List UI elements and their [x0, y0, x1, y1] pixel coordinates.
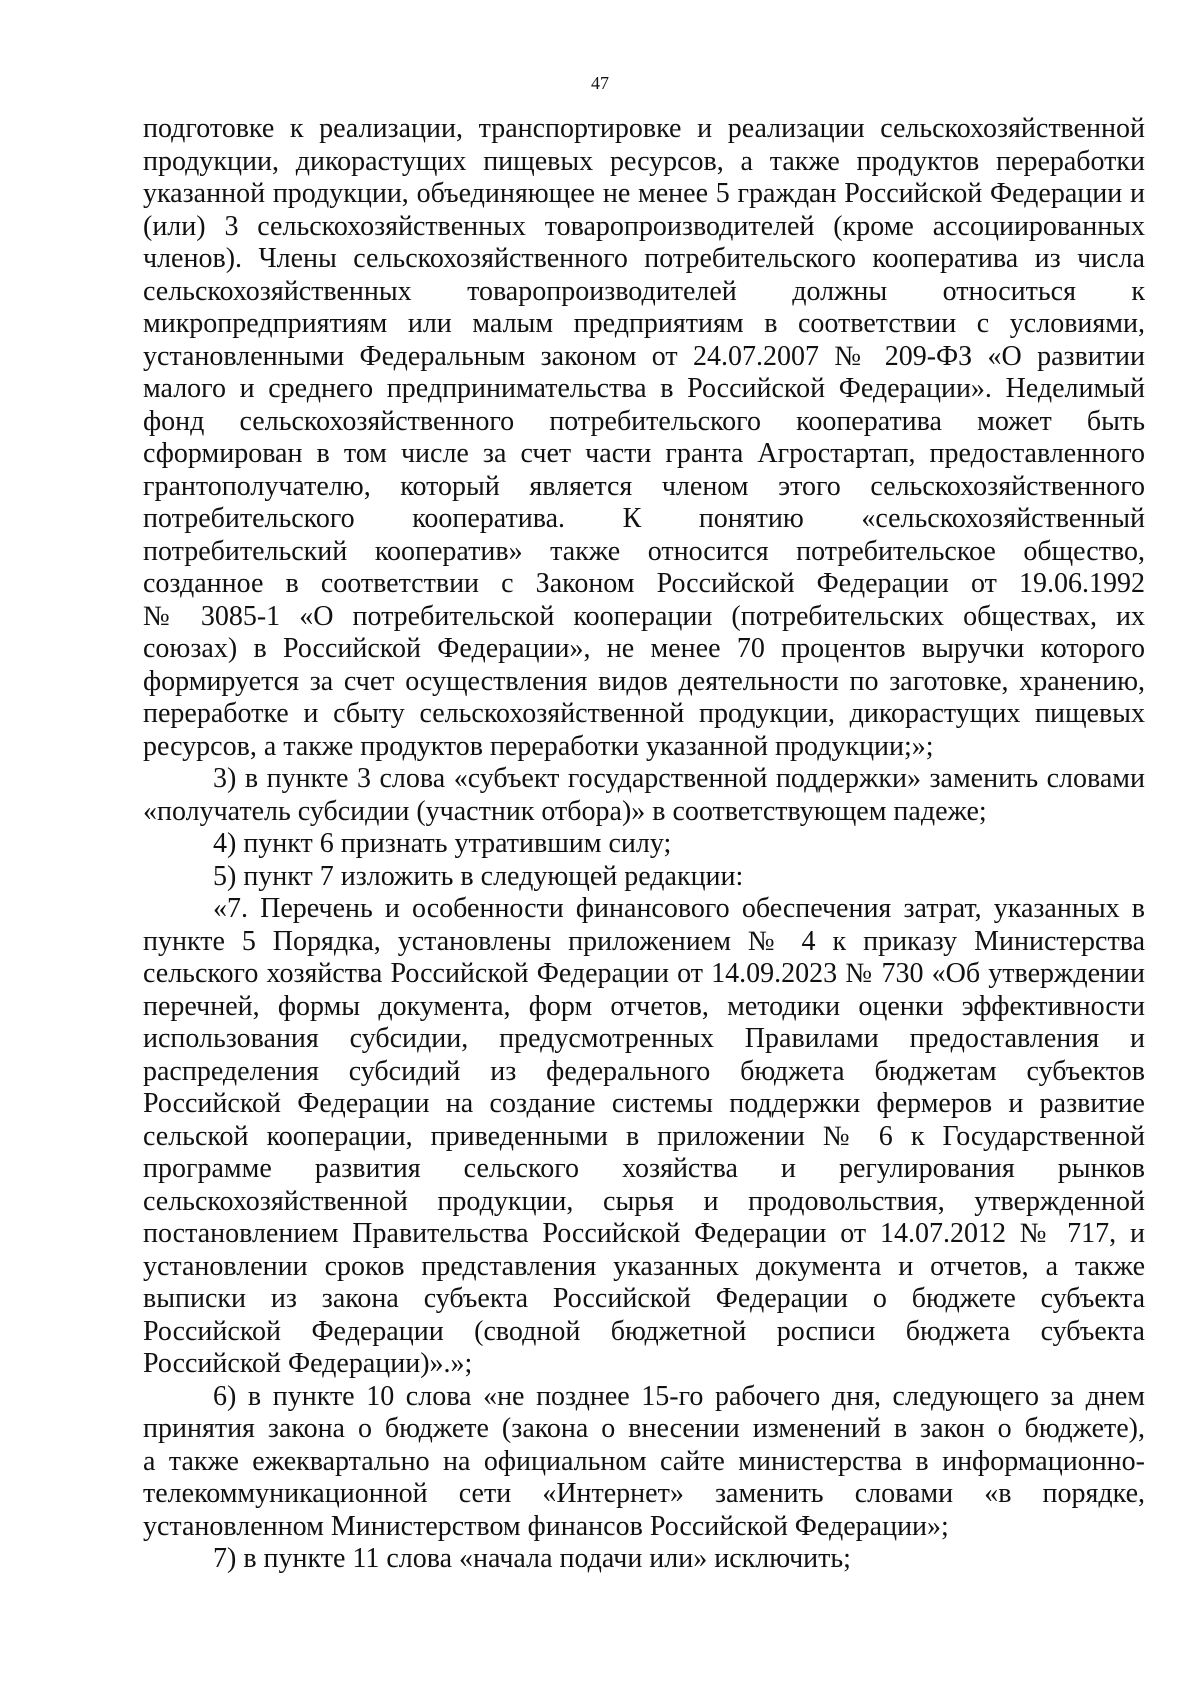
text-line: программе развития сельского хозяйства и регулирования рынков: [143, 1153, 1145, 1184]
text-line: Российской Федерации (сводной бюджетной росписи бюджета субъекта: [143, 1315, 1145, 1347]
text-line: членов). Члены сельскохозяйственного потребительского кооператива из числа: [143, 243, 1145, 274]
text-line: Российской Федерации на создание системы поддержки фермеров и развитие: [143, 1088, 1145, 1119]
paragraph: [143, 861, 1145, 894]
text-line: формируется за счет осуществления видов деятельности по заготовке, хранению,: [143, 665, 1145, 697]
paragraph: [143, 828, 1145, 861]
text-line: сельскохозяйственных товаропроизводителей должны относиться к: [143, 275, 1145, 307]
text-line: 5) пункт 7 изложить в следующей редакции:: [213, 860, 744, 892]
text-line: 3) в пункте 3 слова «субъект государственной поддержки» заменить словами: [213, 763, 1145, 794]
text-line: установленными Федеральным законом от 24.07.2007 № 209-ФЗ «О развитии: [143, 340, 1145, 372]
text-line: перечней, формы документа, форм отчетов, методики оценки эффективности: [143, 990, 1145, 1022]
text-line: потребительского кооператива. К понятию «сельскохозяйственный: [143, 503, 1145, 534]
paragraph: [143, 1381, 1145, 1544]
text-line: 4) пункт 6 признать утратившим силу;: [213, 828, 672, 859]
text-line: (или) 3 сельскохозяйственных товаропроизводителей (кроме ассоциированных: [143, 210, 1145, 242]
text-line: потребительский кооператив» также относится потребительское общество,: [143, 535, 1145, 567]
text-line: сельскохозяйственной продукции, сырья и продовольствия, утвержденной: [143, 1185, 1145, 1217]
text-line: установлении сроков представления указанных документа и отчетов, а также: [143, 1250, 1145, 1282]
text-line: переработке и сбыту сельскохозяйственной продукции, дикорастущих пищевых: [143, 698, 1145, 729]
page-number: 47: [591, 73, 609, 93]
text-line: телекоммуникационной сети «Интернет» заменить словами «в порядке,: [143, 1478, 1145, 1509]
text-line: созданное в соответствии с Законом Российской Федерации от 19.06.1992: [143, 568, 1145, 599]
text-line: ресурсов, а также продуктов переработки указанной продукции;»;: [143, 730, 934, 762]
paragraph: [143, 763, 1145, 828]
text-line: фонд сельскохозяйственного потребительского кооператива может быть: [143, 405, 1145, 437]
text-line: а также ежеквартально на официальном сайте министерства в информационно-: [143, 1445, 1145, 1477]
text-line: «7. Перечень и особенности финансового обеспечения затрат, указанных в: [213, 893, 1145, 924]
text-line: 6) в пункте 10 слова «не позднее 15-го рабочего дня, следующего за днем: [213, 1380, 1145, 1412]
text-line: малого и среднего предпринимательства в Российской Федерации». Неделимый: [143, 373, 1145, 404]
paragraph: [143, 113, 1145, 763]
text-line: Российской Федерации)».»;: [143, 1348, 473, 1379]
text-line: использования субсидии, предусмотренных Правилами предоставления и: [143, 1023, 1145, 1054]
text-line: принятия закона о бюджете (закона о внесении изменений в закон о бюджете),: [143, 1413, 1145, 1444]
text-line: № 3085-1 «О потребительской кооперации (потребительских обществах, их: [143, 600, 1145, 632]
text-line: указанной продукции, объединяющее не менее 5 граждан Российской Федерации и: [143, 178, 1145, 209]
text-line: грантополучателю, который является членом этого сельскохозяйственного: [143, 470, 1145, 502]
paragraph: [143, 1543, 1145, 1576]
text-line: сельской кооперации, приведенными в приложении № 6 к Государственной: [143, 1120, 1145, 1152]
text-line: пункте 5 Порядка, установлены приложением № 4 к приказу Министерства: [143, 925, 1145, 957]
text-line: постановлением Правительства Российской Федерации от 14.07.2012 № 717, и: [143, 1218, 1145, 1249]
text-line: подготовке к реализации, транспортировке и реализации сельскохозяйственной: [143, 113, 1145, 144]
text-line: «получатель субсидии (участник отбора)» в соответствующем падеже;: [143, 795, 987, 827]
text-line: выписки из закона субъекта Российской Федерации о бюджете субъекта: [143, 1283, 1145, 1314]
document-body: [143, 113, 1145, 1576]
text-line: сформирован в том числе за счет части гранта Агростартап, предоставленного: [143, 438, 1145, 469]
text-line: установленном Министерством финансов Российской Федерации»;: [143, 1510, 949, 1542]
paragraph: [143, 893, 1145, 1381]
text-line: союзах) в Российской Федерации», не менее 70 процентов выручки которого: [143, 633, 1145, 664]
text-line: микропредприятиям или малым предприятиям в соответствии с условиями,: [143, 308, 1145, 339]
text-line: распределения субсидий из федерального бюджета бюджетам субъектов: [143, 1055, 1145, 1087]
text-line: продукции, дикорастущих пищевых ресурсов, а также продуктов переработки: [143, 145, 1145, 177]
text-line: 7) в пункте 11 слова «начала подачи или» исключить;: [213, 1543, 851, 1574]
text-line: сельского хозяйства Российской Федерации от 14.09.2023 № 730 «Об утверждении: [143, 958, 1145, 989]
